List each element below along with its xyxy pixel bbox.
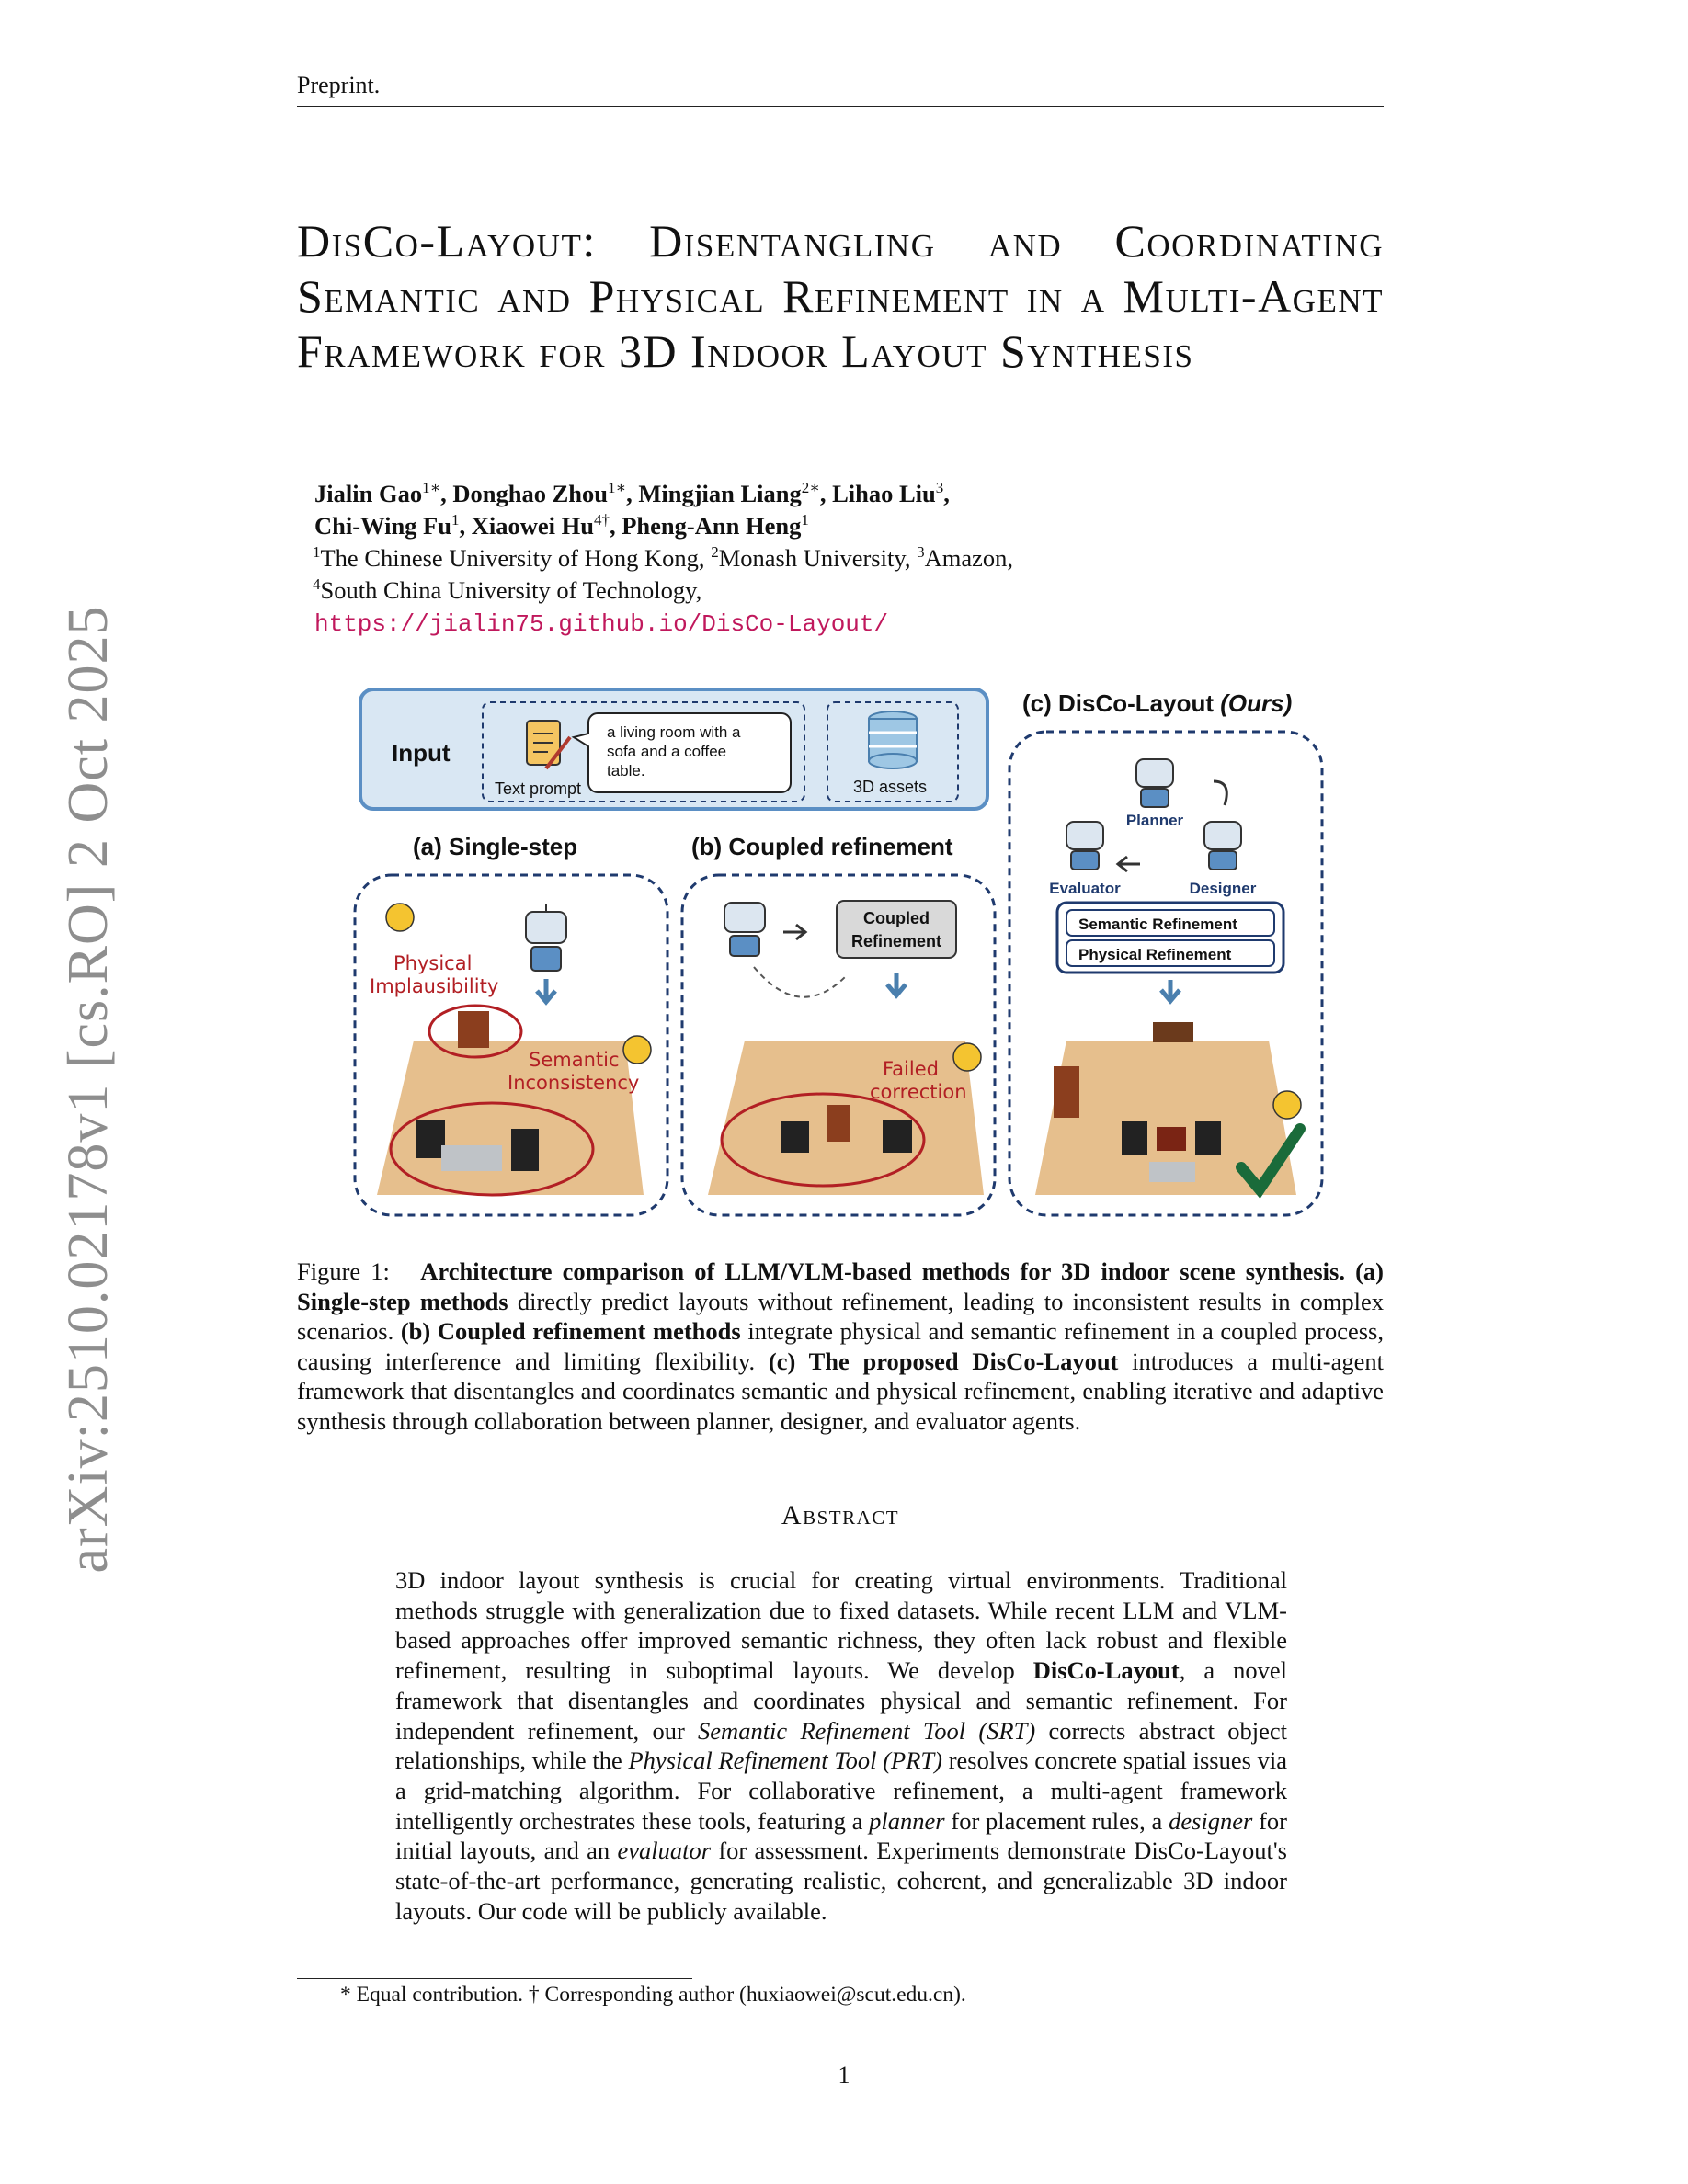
panel-b-title: (b) Coupled refinement bbox=[691, 833, 953, 860]
prompt-line-3: table. bbox=[607, 762, 645, 779]
author-sup: 2∗ bbox=[801, 479, 820, 497]
a-physical-2: Implausibility bbox=[370, 975, 499, 997]
b-coupled-2: Refinement bbox=[850, 932, 942, 950]
header-rule bbox=[297, 106, 1384, 107]
figure-1 bbox=[349, 680, 1324, 1232]
a-semantic-2: Inconsistency bbox=[508, 1072, 640, 1094]
b-failed-2: correction bbox=[870, 1081, 967, 1103]
armchair-model bbox=[416, 1120, 445, 1158]
author-sup: 1 bbox=[801, 511, 809, 529]
robot-icon bbox=[1066, 822, 1103, 870]
sad-face-icon bbox=[386, 904, 414, 931]
loop-arrow bbox=[754, 967, 846, 997]
robot-icon bbox=[724, 903, 765, 956]
prompt-line-2: sofa and a coffee bbox=[607, 743, 727, 760]
down-arrow-icon bbox=[537, 979, 555, 1002]
down-arrow-icon bbox=[1161, 980, 1180, 1001]
author-sup: 1 bbox=[451, 511, 460, 529]
right-arrow-icon bbox=[783, 925, 805, 939]
sofa-model bbox=[1149, 1162, 1195, 1182]
author-name: Mingjian Liang bbox=[638, 480, 802, 507]
author-name: Jialin Gao bbox=[314, 480, 423, 507]
assets-label: 3D assets bbox=[853, 778, 928, 796]
author-sup: 3 bbox=[935, 479, 944, 497]
footnote: * Equal contribution. † Corresponding author (huxiaowei@scut.edu.cn). bbox=[340, 1983, 966, 2007]
panel-a-title: (a) Single-step bbox=[413, 833, 578, 860]
figure-caption: Figure 1: Architecture comparison of LLM/VLM-based methods for 3D indoor scene synthesis. (a) Single-step methods directly predict layouts without refinement, leading to inconsistent results in complex scenarios. (b) Coupled refinement methods integrate physical and semantic refinement in a coupled process, causing interference and limiting flexibility. (c) The proposed DisCo-Layout introduces a multi-agent framework that disentangles and coordinates semantic and physical refinement, enabling iterative and adaptive synthesis through collaboration between planner, designer, and evaluator agents. bbox=[297, 1257, 1384, 1435]
author-sup: 1∗ bbox=[608, 479, 627, 497]
author-name: Lihao Liu bbox=[832, 480, 936, 507]
project-url[interactable]: https://jialin75.github.io/DisCo-Layout/ bbox=[314, 610, 889, 638]
robot-icon bbox=[1204, 822, 1241, 870]
curved-arrow-icon bbox=[1214, 781, 1226, 805]
robot-icon bbox=[526, 904, 566, 971]
armchair-model bbox=[781, 1121, 809, 1153]
sofa-model bbox=[441, 1145, 502, 1171]
author-line-2: Chi-Wing Fu$^1$, Xiaowei $Hu^{4\dagger}$, Pheng-Ann Heng$^1$ bbox=[314, 511, 809, 540]
tv-stand-model bbox=[1153, 1022, 1193, 1042]
database-icon bbox=[869, 711, 917, 768]
text-prompt-label: Text prompt bbox=[495, 779, 582, 798]
left-arrow-icon bbox=[1118, 857, 1140, 871]
paper-title: DisCo-Layout: Disentangling and Coordinating Semantic and Physical Refinement in a Multi-Agent Framework for 3D Indoor Layout Synthesis bbox=[297, 215, 1384, 377]
author-block bbox=[314, 478, 1372, 641]
caption-intro: Architecture comparison of LLM/VLM-based methods for 3D indoor scene synthesis. bbox=[420, 1257, 1345, 1285]
armchair-model bbox=[1195, 1121, 1221, 1155]
armchair-model bbox=[883, 1120, 912, 1153]
author-name: Pheng-Ann Heng bbox=[622, 512, 802, 540]
c-semantic-ref: Semantic Refinement bbox=[1078, 916, 1237, 933]
b-failed-1: Failed bbox=[883, 1058, 939, 1080]
abstract-body: 3D indoor layout synthesis is crucial for creating virtual environments. Traditional methods struggle with generalization due to fixed datasets. While recent LLM and VLM-based approaches offer improved semantic richness, they often lack robust and flexible refinement, resulting in suboptimal layouts. We develop DisCo-Layout, a novel framework that disentangles and coordinates physical and semantic refinement. For independent refinement, our Semantic Refinement Tool (SRT) corrects abstract object relationships, while the Physical Refinement Tool (PRT) resolves concrete spatial issues via a grid-matching algorithm. For collaborative refinement, a multi-agent framework intelligently orchestrates these tools, featuring a planner for placement rules, a designer for initial layouts, and an evaluator for assessment. Experiments demonstrate DisCo-Layout's state-of-the-art performance, generating realistic, coherent, and generalizable 3D indoor layouts. Our code will be publicly available. bbox=[395, 1566, 1288, 1925]
running-header: Preprint. bbox=[297, 72, 381, 98]
footnote-rule bbox=[297, 1978, 692, 1979]
input-label: Input bbox=[392, 739, 451, 767]
arxiv-stamp: arXiv:2510.02178v1 [cs.RO] 2 Oct 2025 bbox=[57, 605, 120, 1574]
bookshelf-model bbox=[827, 1105, 850, 1142]
robot-icon bbox=[1136, 759, 1173, 807]
happy-face-icon bbox=[1273, 1091, 1301, 1119]
author-sup: 4† bbox=[594, 511, 610, 529]
sad-face-icon bbox=[623, 1036, 651, 1064]
armchair-model bbox=[511, 1129, 539, 1171]
prompt-line-1: a living room with a bbox=[607, 723, 741, 741]
b-coupled-1: Coupled bbox=[863, 909, 930, 927]
bookshelf-model bbox=[458, 1011, 489, 1048]
abstract-heading: Abstract bbox=[781, 1500, 900, 1530]
c-planner-label: Planner bbox=[1125, 812, 1184, 829]
sad-face-icon bbox=[953, 1043, 981, 1071]
c-evaluator-label: Evaluator bbox=[1049, 880, 1121, 897]
c-physical-ref: Physical Refinement bbox=[1078, 946, 1232, 963]
down-arrow-icon bbox=[887, 973, 906, 995]
a-semantic-1: Semantic bbox=[529, 1049, 620, 1071]
author-name: Donghao Zhou bbox=[452, 480, 609, 507]
panel-c-title: (c) DisCo-Layout (Ours) bbox=[1022, 689, 1293, 717]
author-name: Xiaowei Hu bbox=[471, 512, 594, 540]
author-line-1: Jialin Gao$^{1∗}$, Donghao Zhou$^{1∗}$, Mingjian Liang$^{2∗}$, Lihao Liu$^3$, bbox=[314, 479, 950, 507]
coffee-table-model bbox=[1157, 1127, 1186, 1151]
bookshelf-model bbox=[1054, 1066, 1079, 1118]
c-designer-label: Designer bbox=[1189, 880, 1257, 897]
a-physical-1: Physical bbox=[393, 952, 473, 974]
affiliation-line-2: $^4$South China University of Technology, bbox=[313, 575, 702, 604]
author-sup: 1∗ bbox=[422, 479, 441, 497]
caption-label: Figure 1: bbox=[297, 1257, 390, 1285]
author-name: Chi-Wing Fu bbox=[314, 512, 451, 540]
page-number: 1 bbox=[838, 2062, 850, 2088]
armchair-model bbox=[1122, 1121, 1147, 1155]
affiliation-line-1: $^1$The Chinese University of Hong Kong, $^2$Monash University, $^3$Amazon, bbox=[313, 543, 1014, 572]
